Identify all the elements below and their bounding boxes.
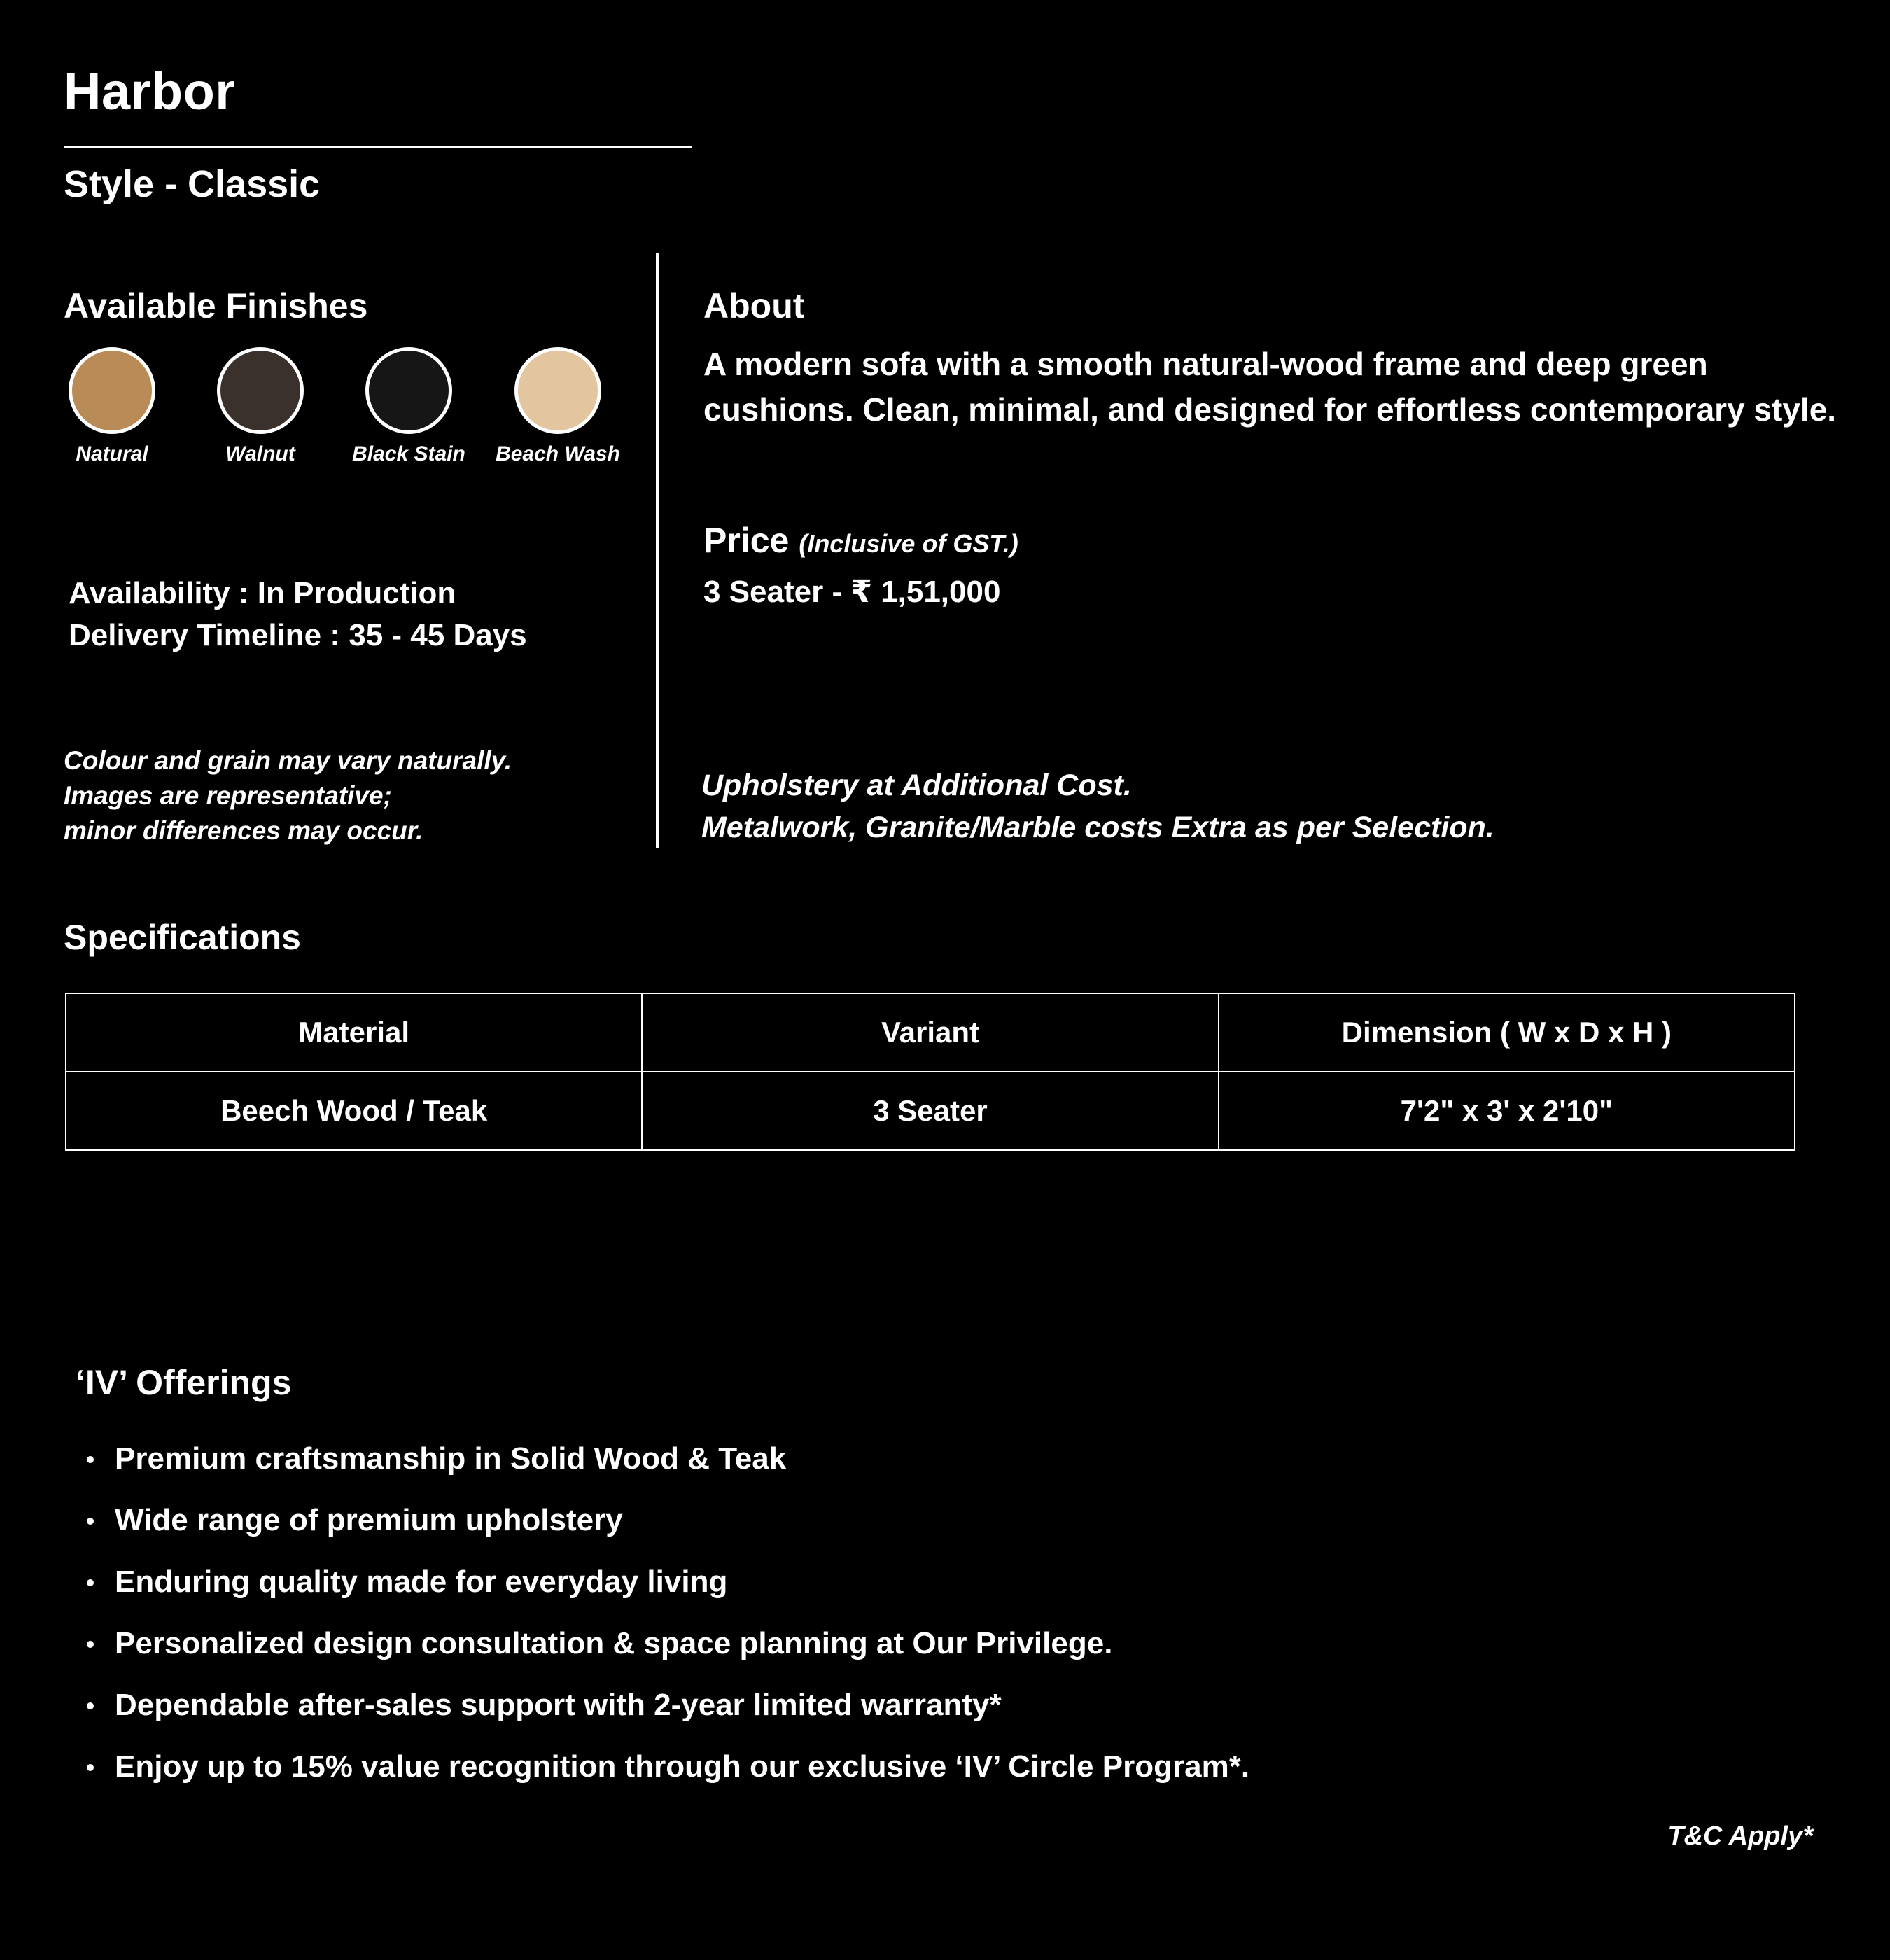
cell-material: Beech Wood / Teak — [66, 1072, 642, 1150]
specifications-table — [65, 993, 1795, 1151]
list-item — [84, 1736, 1250, 1798]
availability-status: Availability : In Production — [69, 576, 456, 610]
availability-block — [69, 573, 527, 657]
additional-cost-line: Upholstery at Additional Cost. — [701, 769, 1132, 802]
bullet-icon — [87, 1702, 94, 1709]
offerings-list — [84, 1428, 1250, 1798]
table-row — [66, 1072, 1795, 1150]
finish-swatch-black-stain[interactable] — [365, 347, 452, 434]
finish-option-beach-wash[interactable] — [483, 347, 633, 466]
list-item — [84, 1428, 1250, 1490]
finish-label: Walnut — [225, 442, 295, 465]
price-value: 3 Seater - ₹ 1,51,000 — [704, 575, 1001, 609]
finish-swatch-natural[interactable] — [69, 347, 155, 434]
bullet-icon — [87, 1456, 94, 1463]
finish-option-black-stain[interactable] — [334, 347, 484, 466]
finish-option-walnut[interactable] — [186, 347, 335, 466]
about-heading: About — [704, 286, 805, 326]
finish-swatch-beach-wash[interactable] — [514, 347, 601, 434]
column-header-material: Material — [66, 993, 642, 1072]
finish-label: Natural — [76, 442, 148, 465]
price-label: Price — [704, 521, 790, 560]
finish-label: Beach Wash — [496, 442, 620, 465]
delivery-timeline: Delivery Timeline : 35 - 45 Days — [69, 618, 527, 652]
bullet-icon — [87, 1518, 94, 1525]
column-header-variant: Variant — [642, 993, 1218, 1072]
offering-text: Enjoy up to 15% value recognition through our exclusive ‘IV’ Circle Program*. — [115, 1749, 1250, 1784]
list-item — [84, 1490, 1250, 1551]
disclaimer-line: Images are representative; — [64, 781, 392, 810]
bullet-icon — [87, 1641, 94, 1648]
bullet-icon — [87, 1764, 94, 1771]
list-item — [84, 1674, 1250, 1736]
product-title: Harbor — [64, 62, 236, 120]
title-divider — [64, 146, 692, 148]
offering-text: Personalized design consultation & space planning at Our Privilege. — [115, 1626, 1113, 1660]
list-item — [84, 1613, 1250, 1674]
finishes-heading: Available Finishes — [64, 286, 368, 326]
cell-variant: 3 Seater — [642, 1072, 1218, 1150]
terms-note: T&C Apply* — [1667, 1821, 1813, 1851]
column-divider — [656, 253, 659, 848]
about-description: A modern sofa with a smooth natural-wood frame and deep green cushions. Clean, minimal, and designed for effortless contemporary style. — [704, 346, 1837, 428]
finish-disclaimer — [64, 743, 512, 848]
offerings-heading: ‘IV’ Offerings — [76, 1363, 292, 1402]
price-heading — [704, 520, 1018, 561]
offering-text: Enduring quality made for everyday living — [115, 1564, 728, 1599]
offering-text: Premium craftsmanship in Solid Wood & Teak — [115, 1441, 787, 1476]
additional-cost-notes — [701, 764, 1494, 848]
cell-dimension: 7'2" x 3' x 2'10" — [1219, 1072, 1795, 1150]
finish-option-natural[interactable] — [37, 347, 187, 466]
table-header-row — [66, 993, 1795, 1072]
price-gst-note: (Inclusive of GST.) — [799, 529, 1018, 558]
product-style: Style - Classic — [64, 163, 321, 205]
bullet-icon — [87, 1579, 94, 1586]
offering-text: Wide range of premium upholstery — [115, 1503, 623, 1537]
offering-text: Dependable after-sales support with 2-year limited warranty* — [115, 1688, 1002, 1722]
disclaimer-line: minor differences may occur. — [64, 816, 424, 845]
disclaimer-line: Colour and grain may vary naturally. — [64, 746, 512, 775]
finish-swatch-walnut[interactable] — [217, 347, 304, 434]
finish-label: Black Stain — [352, 442, 465, 465]
specifications-heading: Specifications — [64, 918, 301, 957]
list-item — [84, 1551, 1250, 1613]
column-header-dimension: Dimension ( W x D x H ) — [1219, 993, 1795, 1072]
additional-cost-line: Metalwork, Granite/Marble costs Extra as per Selection. — [701, 811, 1494, 844]
